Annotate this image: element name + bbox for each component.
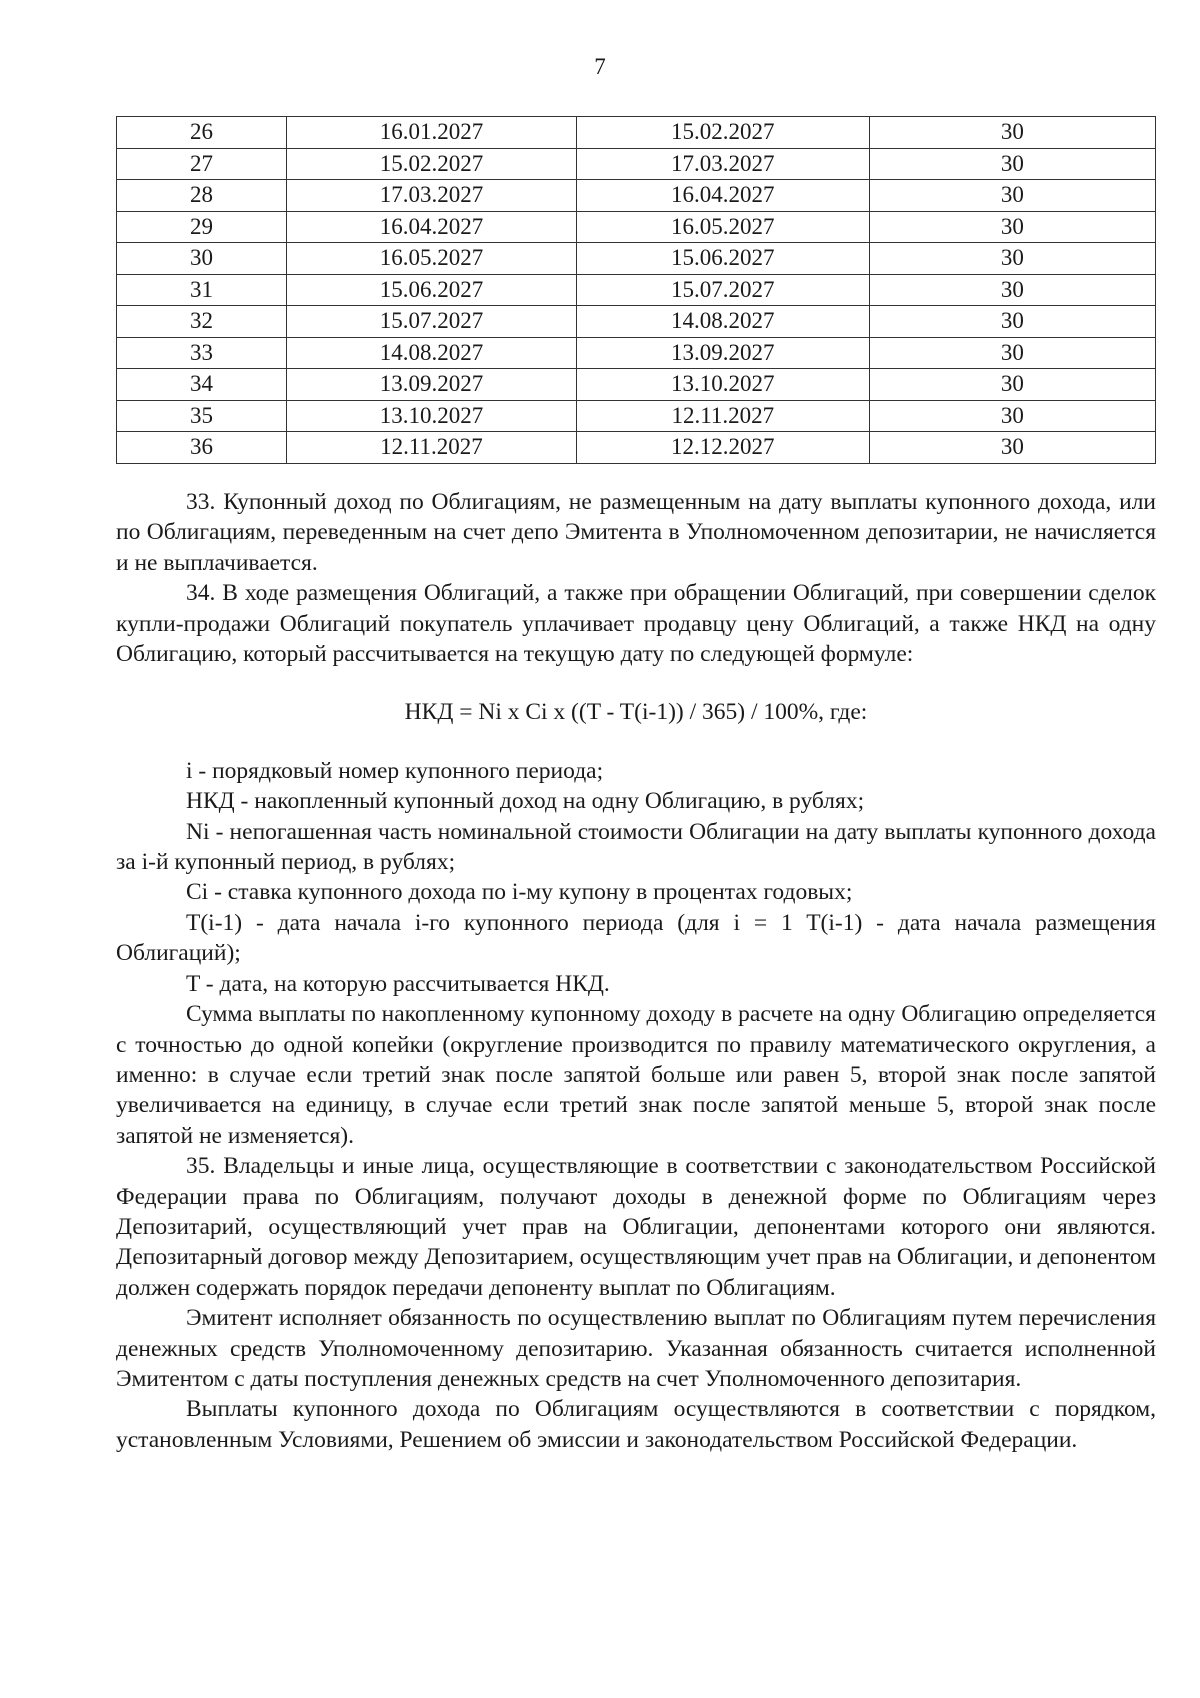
period-days-cell: 30 — [869, 211, 1155, 243]
coupon-number-cell: 34 — [117, 369, 287, 401]
coupon-number-cell: 30 — [117, 243, 287, 275]
coupon-schedule-table — [116, 116, 1156, 464]
paragraph-34: 34. В ходе размещения Облигаций, а также при обращении Облигаций, при совершении сделок купли-продажи Облигаций покупатель уплачивает продавцу цену Облигаций, а также НКД на одну Облигацию, который рассчитывается на текущую дату по следующей формуле: — [116, 580, 1156, 668]
page-number: 7 — [594, 54, 606, 79]
table-row — [117, 400, 1156, 432]
rounding-paragraph: Сумма выплаты по накопленному купонному доходу в расчете на одну Облигацию определяется с точностью до одной копейки (округление производится по правилу математического округления, а именно: в случае если третий знак после запятой больше или равен 5, второй знак после запятой увеличивается на единицу, в случае если третий знак после запятой меньше 5, второй знак после запятой не изменяется). — [116, 1001, 1156, 1149]
document-body — [116, 487, 1156, 1455]
period-days-cell: 30 — [869, 274, 1155, 306]
table-row — [117, 274, 1156, 306]
coupon-number-cell: 33 — [117, 337, 287, 369]
period-end-cell: 12.12.2027 — [576, 432, 869, 464]
period-start-cell: 12.11.2027 — [287, 432, 577, 464]
period-end-cell: 15.02.2027 — [576, 117, 869, 149]
definition-ni: Ni - непогашенная часть номинальной стоимости Облигации на дату выплаты купонного дохода за i-й купонный период, в рублях; — [116, 818, 1156, 876]
period-days-cell: 30 — [869, 148, 1155, 180]
period-days-cell: 30 — [869, 306, 1155, 338]
period-start-cell: 13.10.2027 — [287, 400, 577, 432]
period-end-cell: 13.09.2027 — [576, 337, 869, 369]
period-end-cell: 16.04.2027 — [576, 180, 869, 212]
period-days-cell: 30 — [869, 243, 1155, 275]
coupon-number-cell: 27 — [117, 148, 287, 180]
period-days-cell: 30 — [869, 180, 1155, 212]
definition-t-prev: T(i-1) - дата начала i-го купонного периода (для i = 1 T(i-1) - дата начала размещения Облигаций); — [116, 909, 1156, 967]
period-days-cell: 30 — [869, 337, 1155, 369]
period-end-cell: 16.05.2027 — [576, 211, 869, 243]
period-start-cell: 13.09.2027 — [287, 369, 577, 401]
table-row — [117, 211, 1156, 243]
period-days-cell: 30 — [869, 400, 1155, 432]
definition-nkd: НКД - накопленный купонный доход на одну Облигацию, в рублях; — [186, 788, 865, 815]
definition-t: T - дата, на которую рассчитывается НКД. — [186, 970, 610, 997]
coupon-number-cell: 31 — [117, 274, 287, 306]
period-end-cell: 12.11.2027 — [576, 400, 869, 432]
period-end-cell: 13.10.2027 — [576, 369, 869, 401]
table-row — [117, 369, 1156, 401]
coupon-number-cell: 32 — [117, 306, 287, 338]
period-days-cell: 30 — [869, 432, 1155, 464]
table-row — [117, 432, 1156, 464]
definition-i: i - порядковый номер купонного периода; — [186, 757, 604, 784]
coupon-payments-paragraph: Выплаты купонного дохода по Облигациям осуществляются в соответствии с порядком, установленным Условиями, Решением об эмиссии и законодательством Российской Федерации. — [116, 1396, 1156, 1453]
table-row — [117, 180, 1156, 212]
coupon-number-cell: 36 — [117, 432, 287, 464]
paragraph-35: 35. Владельцы и иные лица, осуществляющие в соответствии с законодательством Российской Федерации права по Облигациям, получают доходы в денежной форме по Облигациям через Депозитарий, осуществляющий учет прав на Облигации, депонентами которого они являются. Депозитарный договор между Депозитарием, осуществляющим учет прав на Облигации, и депонентом должен содержать порядок передачи депоненту выплат по Облигациям. — [116, 1153, 1156, 1301]
coupon-number-cell: 29 — [117, 211, 287, 243]
period-end-cell: 14.08.2027 — [576, 306, 869, 338]
period-start-cell: 15.02.2027 — [287, 148, 577, 180]
period-start-cell: 16.01.2027 — [287, 117, 577, 149]
period-end-cell: 15.06.2027 — [576, 243, 869, 275]
table-row — [117, 337, 1156, 369]
period-start-cell: 17.03.2027 — [287, 180, 577, 212]
definition-ci: Ci - ставка купонного дохода по i-му купону в процентах годовых; — [186, 879, 853, 906]
coupon-number-cell: 28 — [117, 180, 287, 212]
nkd-formula: НКД = Ni x Ci x ((T - T(i-1)) / 365) / 100%, где: — [404, 699, 868, 726]
period-end-cell: 17.03.2027 — [576, 148, 869, 180]
table-row — [117, 148, 1156, 180]
table-row — [117, 117, 1156, 149]
period-days-cell: 30 — [869, 117, 1155, 149]
coupon-number-cell: 26 — [117, 117, 287, 149]
table-row — [117, 243, 1156, 275]
period-days-cell: 30 — [869, 369, 1155, 401]
issuer-obligation-paragraph: Эмитент исполняет обязанность по осуществлению выплат по Облигациям путем перечисления денежных средств Уполномоченному депозитарию. Указанная обязанность считается исполненной Эмитентом с даты поступления денежных средств на счет Уполномоченного депозитария. — [116, 1305, 1156, 1392]
period-start-cell: 14.08.2027 — [287, 337, 577, 369]
table-row — [117, 306, 1156, 338]
period-end-cell: 15.07.2027 — [576, 274, 869, 306]
period-start-cell: 16.05.2027 — [287, 243, 577, 275]
period-start-cell: 15.07.2027 — [287, 306, 577, 338]
period-start-cell: 15.06.2027 — [287, 274, 577, 306]
coupon-number-cell: 35 — [117, 400, 287, 432]
paragraph-33: 33. Купонный доход по Облигациям, не размещенным на дату выплаты купонного дохода, или по Облигациям, переведенным на счет депо Эмитента в Уполномоченном депозитарии, не начисляется и не выплачивается. — [116, 489, 1156, 576]
period-start-cell: 16.04.2027 — [287, 211, 577, 243]
